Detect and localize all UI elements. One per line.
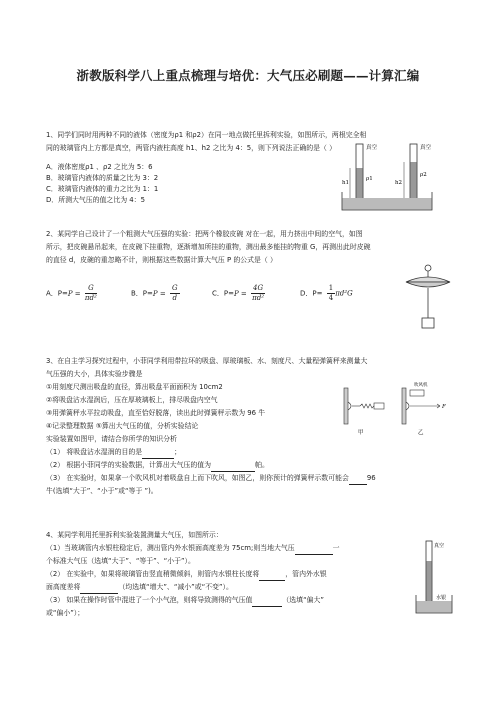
q3-step-3: ③用弹簧秤水平拉动吸盘，直至恰好脱落，读出此时弹簧秤示数为 96 牛 — [46, 409, 266, 417]
q2-option-b: B．P=P = $\frac{G}{d}$ — [131, 284, 178, 302]
q1-option-c: C．玻璃管内液体的重力之比为 1：1 — [46, 185, 159, 193]
q1-fig-label-vacuum-left: 真空 — [366, 145, 378, 151]
q1-option-a: A．液体密度ρ1 、ρ2 之比为 5：6 — [46, 163, 153, 171]
q4-fig-label-vacuum: 真空 — [434, 543, 445, 549]
q3-fig-label-yi: 乙 — [418, 430, 424, 436]
q2-option-a: A．P=P = $\frac{G}{\text{πd²}}$ — [46, 284, 97, 302]
q4-sub-3: （3） 如果在操作时管中混进了一个小气泡，则将导致测得的气压值 （选填“偏大” — [46, 594, 340, 607]
q3-line-1: 3、在自主学习探究过程中，小菲同学利用带拉环的吸盘、厚玻璃板、水、刻度尺、大量程弹簧秤来测量大 — [46, 357, 368, 365]
q3-fig-label-blower: 吹风机 — [414, 383, 428, 388]
q1-fig-label-rho2: ρ2 — [420, 172, 427, 178]
q2-rubber-cups-figure — [400, 262, 456, 332]
q1-fig-label-rho1: ρ1 — [366, 176, 373, 182]
q4-fig-label-mercury: 水银 — [436, 595, 447, 601]
q2-option-d: D．P= $\frac{1}{4}$ πd²G — [300, 284, 353, 302]
q4-blank-4[interactable] — [252, 597, 282, 607]
q3-step-2: ②将吸盘沾水湿润后，压在厚玻璃板上，排尽吸盘内空气 — [46, 396, 218, 404]
q4-sub-2: （2） 在实验中，如果将玻璃管由竖直稍微倾斜，则管内水银柱长度将 ，管内外水银 — [46, 568, 340, 581]
q4-line-1: 4、某同学利用托里拆利实验装置测量大气压，如图所示： — [46, 531, 223, 539]
q4-sub-1-cont: 个标准大气压（选填“大于”、“等于”、“小于”）。 — [46, 557, 195, 565]
q3-blank-1[interactable] — [142, 449, 174, 459]
q1-options — [46, 162, 158, 206]
q1-line-2: 同的玻璃管内上方都是真空，两管内液柱高度 h1、h2 之比为 4：5，则下列说法正确的是（ ） — [46, 144, 336, 152]
q2-line-1: 2、某同学自己设计了一个粗测大气压强的实验：把两个橡胶皮碗 对在一起，用力挤出中间的空气，如图 — [46, 230, 363, 238]
q4-blank-1[interactable] — [295, 545, 333, 555]
q3-blank-2[interactable] — [211, 462, 255, 472]
q3-step-4-5: ④记录整理数据 ⑤算出大气压的值，分析实验结论 — [46, 422, 199, 430]
q2-line-3: 的直径 d，皮碗的重忽略不计，则根据这些数据计算大气压 P 的公式是（ ） — [46, 256, 277, 264]
q1-line-1: 1、同学们同时用两种不同的液体（密度为ρ1 和ρ2）在同一地点做托里拆利实验，如图所示，两根完全相 — [46, 131, 367, 139]
q3-sub-2: （2） 根据小菲同学的实验数据，计算出大气压的值为 帕。 — [46, 459, 376, 472]
q1-fig-label-h1: h1 — [342, 180, 350, 186]
q1-option-b: B．玻璃管内液体的质量之比为 3：2 — [46, 174, 159, 182]
q3-blank-3[interactable] — [349, 475, 367, 485]
q1-torricelli-figure — [336, 140, 446, 216]
q1-option-d: D．所测大气压的值之比为 4：5 — [46, 196, 145, 204]
q2-line-2: 所示，把皮碗悬吊起来，在皮碗下挂重物，逐渐增加所挂的重物，测出最多能挂的物重 G，再测出此时皮碗 — [46, 243, 371, 251]
q4-stem — [46, 529, 340, 620]
q4-blank-2[interactable] — [259, 571, 285, 581]
q3-line-2: 气压强的大小，具体实验步骤是 — [46, 370, 143, 378]
page-title: 浙教版科学八上重点梳理与培优：大气压必刷题——计算汇编 — [76, 68, 420, 83]
q3-sub-1: （1） 将吸盘沾水湿润的目的是 ； — [46, 446, 376, 459]
q3-suction-cup-figure — [336, 380, 452, 440]
q4-mercury-barometer-figure — [414, 537, 454, 617]
q4-sub-2-cont: 面高度差将 （均选填“增大”、“减小”或“不变”）。 — [46, 581, 340, 594]
q1-stem — [46, 129, 366, 155]
q3-sub-3-cont: 牛(选填“大于”、“小于”或“等于 ”)。 — [46, 487, 158, 495]
q3-stem — [46, 355, 376, 498]
q3-fig-label-jia: 甲 — [358, 430, 364, 436]
q3-line-setup: 实验装置如图甲，请结合你所学的知识分析 — [46, 435, 177, 443]
q1-fig-label-vacuum-right: 真空 — [420, 145, 432, 151]
q2-stem — [46, 228, 371, 267]
q2-option-c: C．P=P = $\frac{4G}{\text{πd²}}$ — [212, 284, 264, 302]
q3-fig-label-force: F — [442, 404, 446, 410]
q1-fig-label-h2: h2 — [395, 180, 403, 186]
q3-step-1: ①用刻度尺测出吸盘的直径，算出吸盘平面面积为 10cm2 — [46, 383, 223, 391]
q4-sub-3-cont: 或“偏小”）； — [46, 609, 85, 617]
q4-sub-1: （1）当玻璃管内水银柱稳定后，测出管内外水银面高度差为 75cm;则当地大气压 一 — [46, 542, 340, 555]
q4-blank-3[interactable] — [80, 584, 118, 594]
q3-sub-3: （3） 在实验时，如果拿一个吹风机对着吸盘自上而下吹风，如图乙，则你预计的弹簧秤示数可能会 96 — [46, 472, 376, 485]
